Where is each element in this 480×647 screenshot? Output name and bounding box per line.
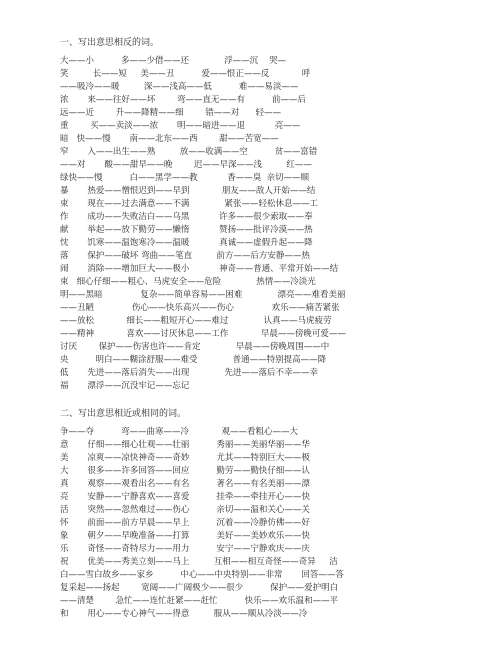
- synonym-line: 祝 优美——秀美立刻——马上 互相——相互奇怪——奇异 洁: [60, 557, 338, 567]
- antonym-line: 重 买——卖淡——浓 明——暗进——退 亮——: [60, 121, 301, 131]
- antonym-line: ——精神 喜欢——讨厌休息——工作 早晨——傍晚可爱——: [60, 329, 346, 339]
- antonym-line: 忱 饥寒——温饱寒冷——温暖 真诚——虚假升起——降: [60, 238, 313, 248]
- antonym-line: 大——小 多——少借——还 浮——沉 哭—: [60, 56, 286, 66]
- antonym-line: ——放松 细长——粗短开心——难过 认真——马虎疲劳: [60, 316, 332, 326]
- antonym-line: 作 成功——失败洁白——乌黑 许多——很少索取——奉: [60, 212, 313, 222]
- section1-heading: 一、写出意思相反的词。: [60, 38, 160, 48]
- synonym-line: 意 仔细——细心壮观——壮丽 秀丽——美丽华丽——华: [60, 440, 310, 450]
- antonym-line: 笑 长——短 美——丑 爱——恨正——反 呼: [60, 69, 311, 79]
- synonym-line: 和 用心——专心神气——得意 服从——顺从冷淡——冷: [60, 609, 308, 619]
- antonym-line: 窄 入——出生——熟 放——收满——空 贫——富错: [60, 147, 318, 157]
- antonym-line: 闹 消除——增加巨大——极小 神奇——普通、平常开始——结: [60, 264, 339, 274]
- section2-heading: 二、写出意思相近或相同的词。: [60, 409, 187, 419]
- synonym-line: 象 朝夕——早晚准备——打算 美好——美妙欢乐——快: [60, 531, 310, 541]
- antonym-line: 绿快——慢 白——黑学——教 香——臭 亲切——顺: [60, 173, 310, 183]
- synonym-line: 乐 奇怪——奇特尽力——用力 安宁——宁静欢庆——庆: [60, 544, 310, 554]
- antonym-line: 束 细心仔细——粗心、马虎安全——危险 热情——冷淡光: [60, 277, 316, 287]
- antonym-line: 束 现在——过去满意——不满 紧张——轻松休息——工: [60, 199, 319, 209]
- antonym-line: ——吸冷——暖 深——浅高——低 难——易淡——: [60, 82, 299, 92]
- antonym-line: 远——近 升——降精——细 错——对 轻——: [60, 108, 281, 118]
- synonym-line: 真 观察——观看出名——有名 著名——有名美丽——漂: [60, 479, 310, 489]
- antonym-line: 福 漂浮——沉没牢记——忘记: [60, 381, 190, 391]
- synonym-line: 复采起——扬起 宽阔——广阔极少——很少 保护——爱护明白: [60, 583, 339, 593]
- antonym-line: 明——黑暗 复杂——简单容易——困难 漂亮——难看美丽: [60, 290, 346, 300]
- antonym-line: 央 明白——糊涂舒服——难受 普通——特别提高——降: [60, 355, 327, 365]
- antonym-line: 暴 热爱——憎恨迟到——早到 朋友——敌人开始——结: [60, 186, 316, 196]
- synonym-line: 怀 前面——前方早晨——早上 沉着——冷静仿佛——好: [60, 518, 310, 528]
- synonym-line: 活 突然——忽然难过——伤心 亲切——温和关心——关: [60, 505, 310, 515]
- antonym-line: 讨厌 保护——伤害也许——肯定 早晨——傍晚周围——中: [60, 342, 330, 352]
- antonym-line: ——丑陋 伤心——快乐高兴——伤心 欢乐——痛苦紧张: [60, 303, 340, 313]
- synonym-line: 白——雪白故乡——家乡 中心——中央特别——非常 回答——答: [60, 570, 344, 580]
- antonym-line: 落 保护——破坏 弯曲——笔直 前方——后方安静——热: [60, 251, 310, 261]
- antonym-line: ——对 酸——甜早——晚 迟——早深——浅 红——: [60, 160, 312, 170]
- antonym-line: 暗 快——慢 南——北东——西 甜——苦宽——: [60, 134, 279, 144]
- antonym-line: 低 先进——落后消失——出现 先进——落后不幸——幸: [60, 368, 319, 378]
- synonym-line: 大 很多——许多回答——回应 勤劳——勤快仔细——认: [60, 466, 310, 476]
- synonym-line: 亮 安静——宁静喜欢——喜爱 挂牵——牵挂开心——快: [60, 492, 310, 502]
- synonym-line: 争——夺 弯——曲寒——冷 观——看粗心——大: [60, 427, 298, 437]
- synonym-line: ——清楚 急忙——连忙赶紧——赶忙 快乐——欢乐温和——平: [60, 596, 339, 606]
- antonym-line: 献 举起——放下勤劳——懒惰 赞扬——批评冷漠——热: [60, 225, 313, 235]
- synonym-line: 美 凉爽——凉快神奇——奇妙 尤其——特别巨大——极: [60, 453, 310, 463]
- antonym-line: 浓 来——往好——坏 弯——直无——有 前——后: [60, 95, 307, 105]
